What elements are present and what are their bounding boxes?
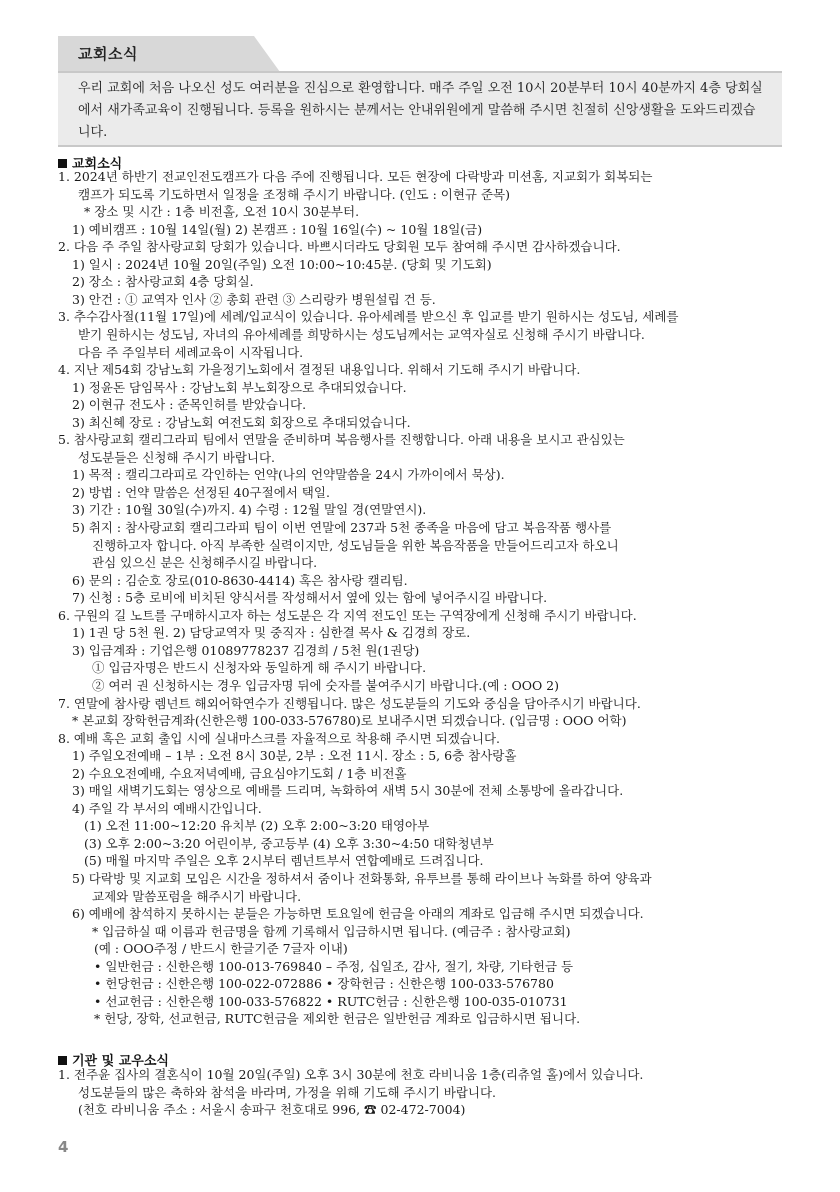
section-title: 교회소식 [72,157,123,172]
list-item: 1) 일시 : 2024년 10월 20일(주일) 오전 10:00~10:45분. (당회 및 기도회) [72,256,492,272]
list-item: (3) 오후 2:00~3:20 어린이부, 중고등부 (4) 오후 3:30~4:50 대학청년부 [84,835,494,851]
list-item: 2) 장소 : 참사랑교회 4층 당회실. [72,274,254,290]
list-item: 2. 다음 주 주일 참사랑교회 당회가 있습니다. 바쁘시더라도 당회원 모두 참여해 주시면 감사하겠습니다. [58,239,621,255]
list-item: 1) 주일오전예배 – 1부 : 오전 8시 30분, 2부 : 오전 11시. 장소 : 5, 6층 참사랑홀 [72,748,517,764]
page-title: 교회소식 [78,45,138,63]
square-bullet-icon [58,159,67,168]
list-item: 1. 전주윤 집사의 결혼식이 10월 20일(주일) 오후 3시 30분에 천호 라비니움 1층(리츄얼 홀)에서 있습니다. [58,1067,644,1082]
list-item: 3) 안건 : ① 교역자 인사 ② 총회 관련 ③ 스리랑카 병원설립 건 등. [72,291,436,307]
list-item: 6) 문의 : 김순호 장로(010-8630-4414) 혹은 참사랑 캘리팀. [72,572,408,588]
list-item: (1) 오전 11:00~12:20 유치부 (2) 오후 2:00~3:20 태영아부 [84,818,430,834]
list-item: 4. 지난 제54회 강남노회 가을정기노회에서 결정된 내용입니다. 위해서 기도해 주시기 바랍니다. [58,362,581,378]
intro-text: 우리 교회에 처음 나오신 성도 여러분을 진심으로 환영합니다. 매주 주일 오전 10시 20분부터 10시 40분까지 4층 당회실에서 새가족교육이 진행됩니다. 등록을 원하시는 분께서는 안내위원에게 말씀해 주시면 친절히 신앙생활을 도와드리겠습니다. [78,81,763,140]
list-item: * 헌당, 장학, 선교헌금, RUTC헌금을 제외한 헌금은 일반헌금 계좌로 입금하시면 됩니다. [94,1011,581,1027]
list-item: 2) 방법 : 언약 말씀은 선정된 40구절에서 택일. [72,484,330,500]
list-item: ① 입금자명은 반드시 신청자와 동일하게 해 주시기 바랍니다. [92,660,427,676]
list-item: 받기 원하시는 성도님, 자녀의 유아세례를 희망하시는 성도님께서는 교역자실로 신청해 주시기 바랍니다. [78,326,645,342]
list-item: 진행하고자 합니다. 아직 부족한 실력이지만, 성도님들을 위한 복음작품을 만들어드리고자 하오니 [92,537,619,553]
list-item: • 헌당헌금 : 신한은행 100-022-072886 • 장학헌금 : 신한은행 100-033-576780 [94,976,554,992]
list-item: 1) 목적 : 캘리그라피로 각인하는 언약(나의 언약말씀을 24시 가까이에서 묵상). [72,467,505,483]
list-item: 8. 예배 혹은 교회 출입 시에 실내마스크를 자율적으로 착용해 주시면 되겠습니다. [58,730,501,746]
list-item: 관심 있으신 분은 신청해주시길 바랍니다. [92,555,318,571]
list-item: * 본교회 장학헌금계좌(신한은행 100-033-576780)로 보내주시면 되겠습니다. (입금명 : OOO 어학) [72,713,627,729]
page-number: 4 [58,1138,69,1156]
list-item: 5) 취지 : 참사랑교회 캘리그라피 팀이 이번 연말에 237과 5천 종족을 마음에 담고 복음작품 행사를 [72,520,612,535]
list-item: * 입금하실 때 이름과 헌금명을 함께 기록해서 입금하시면 됩니다. (예금주 : 참사랑교회) [92,923,571,939]
list-item: 4) 주일 각 부서의 예배시간입니다. [72,800,262,816]
list-item: 3. 추수감사절(11월 17일)에 세례/입교식이 있습니다. 유아세례를 받으신 후 입교를 받기 원하시는 성도님, 세례를 [58,309,679,325]
list-item: 7. 연말에 참사랑 렘넌트 해외어학연수가 진행됩니다. 많은 성도분들의 기도와 중심을 담아주시기 바랍니다. [58,695,641,711]
list-item: 3) 최신혜 장로 : 강남노회 여전도회 회장으로 추대되었습니다. [72,414,411,430]
list-item: 1. 2024년 하반기 전교인전도캠프가 다음 주에 진행됩니다. 모든 현장에 다락방과 미션홈, 지교회가 회복되는 [58,169,653,184]
list-item: 캠프가 되도록 기도하면서 일정을 조정해 주시기 바랍니다. (인도 : 이현규 준목) [78,186,510,202]
list-item: • 일반헌금 : 신한은행 100-013-769840 – 주정, 십일조, 감사, 절기, 차량, 기타헌금 등 [94,958,574,974]
list-item: 3) 매일 새벽기도회는 영상으로 예배를 드리며, 녹화하여 새벽 5시 30분에 전체 소통방에 올라갑니다. [72,783,624,799]
square-bullet-icon [58,1056,67,1065]
section-title: 기관 및 교우소식 [72,1054,169,1069]
list-item: 5. 참사랑교회 캘리그라피 팀에서 연말을 준비하며 복음행사를 진행합니다. 아래 내용을 보시고 관심있는 [58,432,625,448]
list-item: 1) 정윤돈 담임목사 : 강남노회 부노회장으로 추대되었습니다. [72,379,407,395]
list-item: 성도분들의 많은 축하와 참석을 바라며, 가정을 위해 기도해 주시기 바랍니다. [78,1084,497,1100]
list-item: ② 여러 권 신청하시는 경우 입금자명 뒤에 숫자를 붙여주시기 바랍니다.(예 : OOO 2) [92,677,559,693]
list-item: (5) 매월 마지막 주일은 오후 2시부터 렘넌트부서 연합예배로 드려집니다. [84,853,484,869]
list-item: * 장소 및 시간 : 1층 비전홀, 오전 10시 30분부터. [84,204,360,220]
list-item: 1) 1권 당 5천 원. 2) 담당교역자 및 중직자 : 심한결 목사 & 김경희 장로. [72,625,471,641]
list-item: • 선교헌금 : 신한은행 100-033-576822 • RUTC헌금 : 신한은행 100-035-010731 [94,993,568,1009]
list-item: 교제와 말씀포럼을 해주시기 바랍니다. [92,888,302,904]
list-item: 1) 예비캠프 : 10월 14일(월) 2) 본캠프 : 10월 16일(수) ~ 10월 18일(금) [72,221,483,237]
list-item: 성도분들은 신청해 주시기 바랍니다. [78,449,276,465]
list-item: 다음 주 주일부터 세례교육이 시작됩니다. [78,344,304,360]
list-item: 3) 기간 : 10월 30일(수)까지. 4) 수령 : 12월 말일 경(연말연시). [72,502,427,518]
list-item: (천호 라비니움 주소 : 서울시 송파구 천호대로 996, ☎ 02-472-7004) [78,1102,466,1117]
list-item: 2) 수요오전예배, 수요저녁예배, 금요심야기도회 / 1층 비전홀 [72,765,407,781]
list-item: 3) 입금계좌 : 기업은행 01089778237 김경희 / 5천 원(1권당) [72,642,420,658]
list-item: 7) 신청 : 5층 로비에 비치된 양식서를 작성해서서 옆에 있는 함에 넣어주시길 바랍니다. [72,590,548,606]
list-item: 6) 예배에 참석하지 못하시는 분들은 가능하면 토요일에 헌금을 아래의 계좌로 입금해 주시면 되겠습니다. [72,906,644,922]
list-item: 6. 구원의 길 노트를 구매하시고자 하는 성도분은 각 지역 전도인 또는 구역장에게 신청해 주시기 바랍니다. [58,607,637,623]
list-item: (예 : OOO주정 / 반드시 한글기준 7글자 이내) [94,941,348,957]
list-item: 5) 다락방 및 지교회 모임은 시간을 정하셔서 줌이나 전화통화, 유투브를 통해 라이브나 녹화를 하여 양육과 [72,871,652,886]
list-item: 2) 이현규 전도사 : 준목인허를 받았습니다. [72,397,307,413]
